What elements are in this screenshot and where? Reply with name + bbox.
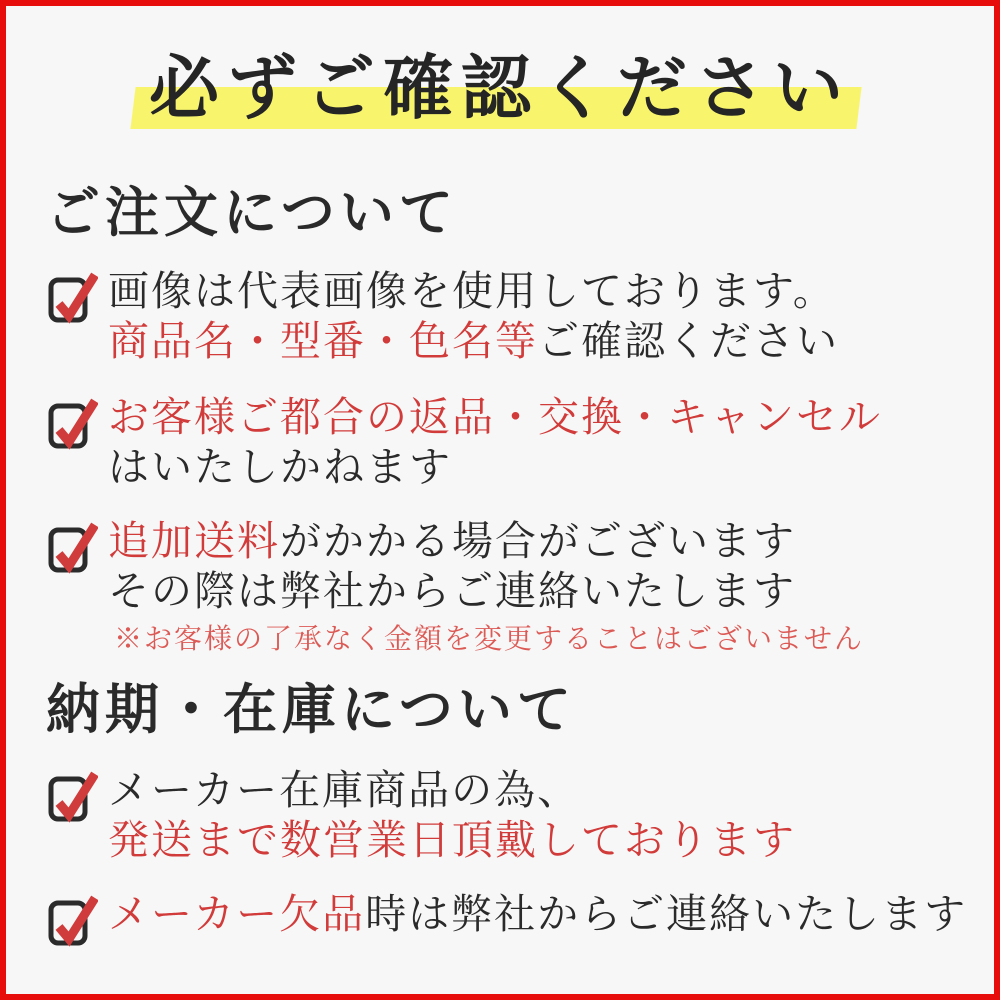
- text-segment: はいたしかねます: [108, 443, 452, 490]
- text-segment: 商品名・型番・色名等: [108, 317, 538, 364]
- item-line: [108, 889, 968, 939]
- text-segment: ご確認ください: [538, 317, 839, 364]
- item-line: [108, 392, 882, 442]
- title-banner: [46, 44, 954, 135]
- text-segment: メーカー在庫商品の為、: [108, 766, 581, 813]
- page-title: 必ずご確認ください: [149, 51, 851, 128]
- item-line: [108, 815, 796, 865]
- checked-checkbox-icon: [46, 891, 98, 947]
- notice-content: [6, 44, 994, 947]
- text-segment: 追加送料: [108, 517, 280, 564]
- text-segment: メーカー欠品: [108, 890, 366, 937]
- item-line: [108, 442, 882, 492]
- notice-item-extra-shipping: [46, 516, 954, 658]
- notice-item-maker-stock: [46, 765, 954, 865]
- notice-item-representative-image: [46, 266, 954, 366]
- notice-item-maker-shortage: [46, 889, 968, 947]
- section-heading-order: ご注文について: [46, 183, 458, 243]
- text-segment: 発送まで数営業日頂戴しております: [108, 816, 796, 863]
- item-line: [108, 316, 839, 366]
- item-line: [108, 566, 864, 616]
- checked-checkbox-icon: [46, 394, 98, 450]
- text-segment: その際は弊社からご連絡いたします: [108, 567, 796, 614]
- section-heading-stock: 納期・在庫について: [46, 679, 576, 740]
- text-segment: お客様ご都合の返品・交換・キャンセル: [108, 393, 882, 440]
- checked-checkbox-icon: [46, 268, 98, 324]
- item-line: [108, 765, 796, 815]
- notice-item-returns: [46, 392, 954, 492]
- text-segment: がかかる場合がございます: [280, 517, 796, 564]
- text-segment: 時は弊社からご連絡いたします: [365, 890, 968, 937]
- item-line: [108, 266, 839, 316]
- checked-checkbox-icon: [46, 518, 98, 574]
- checked-checkbox-icon: [46, 767, 98, 823]
- item-line: [108, 516, 864, 566]
- text-segment: 画像は代表画像を使用しております。: [108, 267, 836, 314]
- price-change-note: ※お客様の了承なく金額を変更することはございません: [114, 623, 865, 655]
